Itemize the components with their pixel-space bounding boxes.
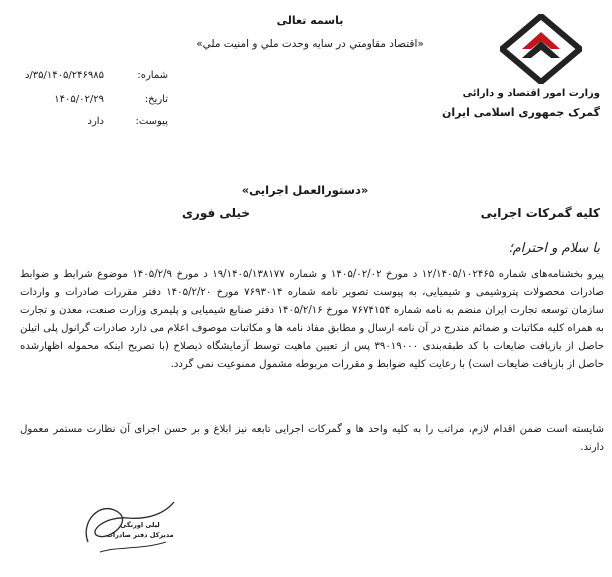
slogan: «اقتصاد مقاومتي در سايه وحدت ملي و امنيت ملي» (196, 38, 424, 50)
customs-logo-icon (500, 14, 582, 84)
number-label: شماره: (137, 70, 168, 81)
attachment-value: دارد (87, 116, 104, 127)
recipient: کلیه گمرکات اجرایی (480, 206, 600, 220)
closing-paragraph: شایسته است ضمن اقدام لازم، مراتب را به کلیه واحد ها و گمرکات اجرایی تابعه نیز ابلاغ و بر حسن اجرای آن نظارت مستمر معمول دارند. (20, 424, 604, 453)
number-value: ۳۵/۱۴۰۵/۲۴۶۹۸۵/د (24, 70, 104, 81)
document-title: «دستورالعمل اجرایی» (241, 183, 369, 197)
attachment-label: پیوست: (135, 116, 168, 127)
signatory-title: مدیرکل دفتر صادرات (106, 531, 174, 539)
customs-name: گمرک جمهوری اسلامی ایران (441, 106, 600, 119)
body-paragraph: پیرو بخشنامه‌های شماره ۱۲/۱۴۰۵/۱۰۲۴۶۵ د مورخ ۱۴۰۵/۰۲/۰۲ و شماره ۱۹/۱۴۰۵/۱۳۸۱۷۷ د مورخ ۱۴۰۵/۲/۹ موضوع شرایط و ضوابط صادرات محصولات پتروشیمی و شیمیایی، به پیوست تصویر نامه شماره ۷۶۹۳۰۱۴ مورخ ۱۴۰۵/۲/۲۰ دفتر مقررات صادرات و واردات سازمان توسعه تجارت ایران منضم به نامه شماره ۷۶۷۴۱۵۴ مورخ ۱۴۰۵/۲/۱۶ دفتر صنایع شیمیایی و پلیمری وزارت صنعت، معدن و تجارت به همراه کلیه مکاتبات و ضمائم مندرج در آن نامه ارسال و مطابق مفاد نامه ها و مکاتبات موصوف اعلام می دارد صادرات گرانول پلی اتیلن حاصل از بازیافت ضایعات با کد طبقه‌بندی ۳۹۰۱۹۰۰۰ پس از تعیین ماهیت توسط آزمایشگاه ذیصلاح (با تصریح اینکه محموله اظهارشده حاصل از بازیافت ضایعات است) با رعایت کلیه ضوابط و مقررات مربوطه مشمول ممنوعیت نمی گردد. (20, 269, 605, 370)
signatory-name: لیلی اورنگی (120, 521, 160, 529)
salutation: با سلام و احترام؛ (508, 241, 600, 256)
invocation: باسمه تعالی (276, 14, 344, 27)
signatory (95, 520, 185, 540)
priority-label: خیلی فوری (181, 206, 250, 220)
date-label: تاریخ: (144, 94, 168, 105)
date-value: ۱۴۰۵/۰۲/۲۹ (54, 94, 104, 105)
ministry-name: وزارت امور اقتصاد و دارائی (462, 88, 600, 99)
